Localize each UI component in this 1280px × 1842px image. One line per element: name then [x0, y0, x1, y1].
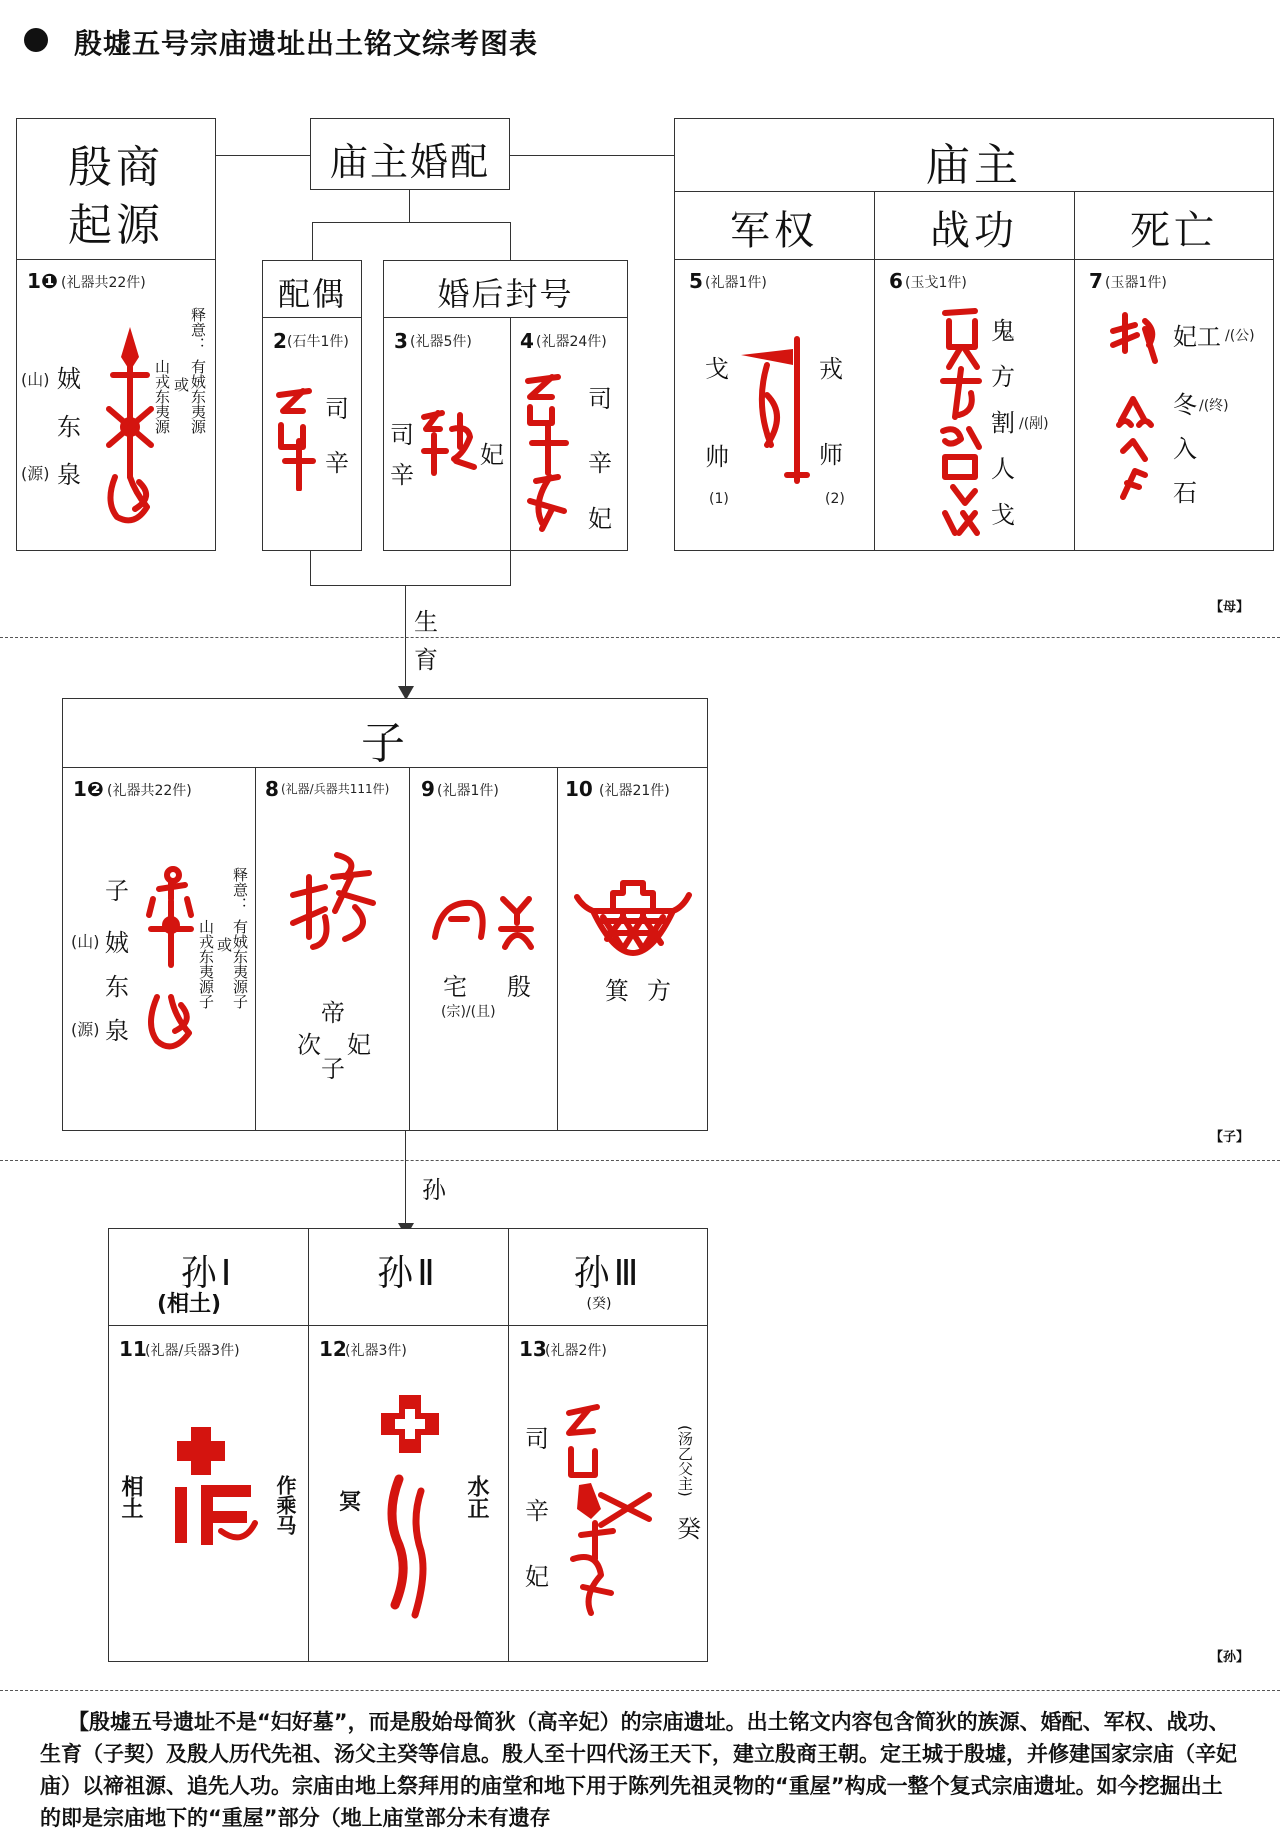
card-6-char: 戈	[991, 501, 1015, 529]
card-1-2-char: 泉	[105, 1017, 129, 1045]
after-marriage-header	[384, 261, 627, 318]
card-3-char: 辛	[390, 461, 414, 489]
card-number: 6	[889, 269, 903, 293]
card-13-note-vertical: (汤乙父主)	[676, 1425, 694, 1497]
connector-line	[310, 585, 511, 586]
oracle-glyph-icon	[522, 373, 572, 533]
card-11-label: 相土	[118, 1475, 143, 1519]
divider	[557, 767, 558, 1130]
card-number: 1❷	[73, 777, 104, 801]
card-4-char: 司	[588, 385, 612, 413]
oracle-glyph-icon	[375, 1395, 445, 1625]
spouse-header	[263, 261, 361, 318]
master-header	[675, 119, 1273, 192]
card-note: (玉器1件)	[1105, 275, 1167, 291]
master-box	[674, 118, 1274, 551]
oracle-glyph-icon	[431, 893, 541, 953]
card-11-label: 作乘马	[273, 1475, 297, 1535]
card-7-char: 妃工	[1173, 323, 1221, 351]
spouse-title: 配偶	[277, 275, 346, 313]
card-7-char: 入	[1173, 435, 1197, 463]
card-note: (礼器共22件)	[107, 783, 192, 799]
oracle-glyph-icon	[573, 877, 693, 957]
card-7-alt: /(终)	[1199, 398, 1229, 414]
card-8-char: 妃	[347, 1031, 371, 1059]
card-number: 11	[119, 1337, 147, 1361]
card-1-2-paren-shan: (山)	[71, 932, 100, 951]
card-note: (礼器21件)	[599, 783, 670, 799]
card-1-char: 娀	[57, 365, 81, 393]
son-header	[63, 699, 707, 768]
card-note: (礼器1件)	[705, 275, 767, 291]
card-note: (石牛1件)	[287, 334, 349, 350]
card-1-2	[63, 767, 255, 1130]
connector-line	[312, 222, 510, 223]
son-title: 子	[361, 718, 409, 769]
card-1-interp-1: 有娀东夷源	[189, 359, 207, 434]
col-battle: 战功	[930, 208, 1018, 254]
card-number: 1❶	[27, 269, 58, 293]
card-9-alt: (宗)/(且)	[441, 1004, 496, 1020]
card-9	[411, 767, 557, 1130]
grandson-3-subtitle: (癸)	[586, 1296, 612, 1312]
card-13-char: 癸	[677, 1515, 701, 1543]
card-1-paren-shan: (山)	[21, 370, 50, 389]
connector-line	[310, 551, 311, 585]
card-number: 4	[520, 329, 534, 353]
card-5-ref: (1)	[709, 491, 729, 507]
card-7	[1075, 259, 1273, 550]
card-2-char: 辛	[325, 449, 349, 477]
card-6-alt: /(剐)	[1019, 416, 1049, 432]
card-1-2-char: 娀	[105, 929, 129, 957]
divider	[409, 767, 410, 1130]
card-4-char: 辛	[588, 449, 612, 477]
connector-line	[312, 222, 313, 260]
card-1-2-interp-2: 山戎东夷源子	[197, 919, 215, 1009]
card-2-char: 司	[325, 395, 349, 423]
origin-header	[17, 119, 215, 260]
card-note: (玉戈1件)	[905, 275, 967, 291]
card-note: (礼器1件)	[437, 783, 499, 799]
card-1-1	[17, 259, 215, 549]
card-9-char: 宅	[443, 973, 467, 1001]
title-bullet	[24, 28, 48, 52]
after-marriage-box	[383, 260, 628, 551]
oracle-glyph-icon	[935, 307, 989, 537]
card-5-ref: (2)	[825, 491, 845, 507]
card-7-char: 冬	[1173, 391, 1197, 419]
marriage-header	[310, 118, 510, 190]
marriage-title: 庙主婚配	[329, 140, 490, 184]
card-5-char: 戎	[819, 355, 843, 383]
card-3	[384, 317, 510, 550]
card-1-char: 东	[57, 413, 81, 441]
card-5-char: 戈	[705, 355, 729, 383]
connector-line	[510, 551, 511, 585]
card-10-char: 箕	[605, 977, 629, 1005]
card-13-char: 妃	[525, 1563, 549, 1591]
arrow-label: 育	[414, 646, 438, 674]
origin-title-1: 殷商	[68, 142, 164, 193]
card-number: 12	[319, 1337, 347, 1361]
origin-box	[16, 118, 216, 551]
card-number: 3	[394, 329, 408, 353]
son-box	[62, 698, 708, 1131]
oracle-glyph-icon	[737, 335, 817, 485]
oracle-glyph-icon	[273, 381, 317, 491]
divider	[510, 317, 511, 550]
section-divider	[0, 1690, 1280, 1691]
card-8-char: 次	[297, 1031, 321, 1059]
card-number: 13	[519, 1337, 547, 1361]
divider	[255, 767, 256, 1130]
card-1-interp-2: 山戎东夷源	[153, 359, 171, 434]
grandson-3-title: 孙Ⅲ	[573, 1253, 643, 1294]
section-divider	[0, 637, 1280, 638]
card-13-char: 辛	[525, 1497, 549, 1525]
card-1-interp-or: 或	[172, 377, 190, 392]
oracle-glyph-icon	[1105, 311, 1165, 501]
arrow-label: 生	[414, 608, 438, 636]
card-number: 2	[273, 329, 287, 353]
col-death: 死亡	[1130, 208, 1218, 254]
card-11	[109, 1325, 308, 1661]
arrow-label: 孙	[422, 1176, 446, 1204]
section-tag: 【母】	[1210, 600, 1250, 615]
col-military: 军权	[730, 208, 818, 254]
card-12	[309, 1325, 508, 1661]
card-note: (礼器5件)	[410, 334, 472, 350]
card-3-char: 妃	[480, 441, 504, 469]
card-7-alt: /(公)	[1225, 328, 1255, 344]
grandson-header	[109, 1229, 707, 1326]
origin-title-2: 起源	[68, 200, 164, 251]
card-number: 5	[689, 269, 703, 293]
card-8	[257, 767, 409, 1130]
card-6	[875, 259, 1074, 550]
card-1-paren-yuan: (源)	[21, 464, 50, 483]
card-13	[509, 1325, 707, 1661]
oracle-glyph-icon	[420, 407, 480, 477]
master-subheaders	[675, 191, 1273, 260]
grandson-1-subtitle: (相土)	[156, 1292, 222, 1317]
grandson-box	[108, 1228, 708, 1662]
connector-line	[409, 190, 410, 222]
card-4-char: 妃	[588, 505, 612, 533]
card-note: (礼器2件)	[545, 1343, 607, 1359]
card-3-char: 司	[390, 421, 414, 449]
arrow-line	[405, 1131, 406, 1227]
connector-line	[216, 155, 310, 156]
connector-line	[508, 155, 676, 156]
card-6-char: 鬼	[991, 317, 1015, 345]
section-tag: 【子】	[1210, 1130, 1250, 1145]
card-1-2-interp-label: 释意：	[231, 867, 249, 912]
card-1-2-interp-1: 有娀东夷源子	[231, 919, 249, 1009]
card-1-2-char: 东	[105, 973, 129, 1001]
card-12-label: 冥	[339, 1490, 362, 1515]
card-1-interp-label: 释意：	[189, 307, 207, 352]
card-note: (礼器24件)	[536, 334, 607, 350]
card-note: (礼器共22件)	[61, 275, 146, 291]
card-5-char: 师	[819, 441, 843, 469]
grandson-1-title: 孙Ⅰ	[180, 1253, 236, 1294]
section-divider	[0, 1160, 1280, 1161]
card-9-char: 殷	[507, 973, 531, 1001]
after-marriage-title: 婚后封号	[437, 275, 574, 313]
master-title: 庙主	[926, 140, 1022, 191]
oracle-glyph-icon	[285, 847, 385, 957]
card-2	[263, 317, 361, 550]
oracle-glyph-icon	[561, 1399, 661, 1619]
oracle-glyph-icon	[161, 1427, 261, 1547]
card-1-2-char: 子	[105, 877, 129, 905]
card-6-char: 人	[991, 455, 1015, 483]
card-8-char: 帝	[321, 999, 345, 1027]
card-10	[559, 767, 707, 1130]
card-note: (礼器3件)	[345, 1343, 407, 1359]
card-12-label: 水正	[464, 1475, 489, 1519]
card-8-char: 子	[321, 1055, 345, 1083]
card-number: 10	[565, 777, 593, 801]
card-5	[675, 259, 874, 550]
spouse-box	[262, 260, 362, 551]
card-1-2-paren-yuan: (源)	[71, 1020, 100, 1039]
card-10-char: 方	[647, 977, 671, 1005]
connector-line	[510, 222, 511, 260]
card-number: 8	[265, 777, 279, 801]
footer-text: 【殷墟五号遗址不是“妇好墓”，而是殷始母简狄（高辛妃）的宗庙遗址。出土铭文内容包含简狄的族源、婚配、军权、战功、生育（子契）及殷人历代先祖、汤父主癸等信息。殷人至十四代汤王天下，建立殷商王朝。定王城于殷墟，并修建国家宗庙（辛妃庙）以禘祖源、追先人功。宗庙由地上祭拜用的庙堂和地下用于陈列先祖灵物的“重屋”构成一整个复式宗庙遗址。如今挖掘出土的即是宗庙地下的“重屋”部分（地上庙堂部分未有遗存	[40, 1710, 1237, 1830]
card-7-char: 石	[1173, 479, 1197, 507]
oracle-glyph-icon	[139, 865, 199, 1075]
card-1-2-interp-or: 或	[215, 937, 233, 952]
card-13-char: 司	[525, 1425, 549, 1453]
card-5-char: 帅	[705, 443, 729, 471]
card-1-char: 泉	[57, 461, 81, 489]
card-6-char: 割	[991, 409, 1015, 437]
grandson-2-title: 孙Ⅱ	[377, 1253, 439, 1294]
card-6-char: 方	[991, 363, 1015, 391]
section-tag: 【孙】	[1210, 1650, 1250, 1665]
card-note: (礼器/兵器3件)	[145, 1343, 240, 1359]
card-note: (礼器/兵器共111件)	[281, 782, 390, 796]
card-4	[512, 317, 627, 550]
page-title: 殷墟五号宗庙遗址出土铭文综考图表	[74, 27, 539, 60]
card-number: 7	[1089, 269, 1103, 293]
card-number: 9	[421, 777, 435, 801]
